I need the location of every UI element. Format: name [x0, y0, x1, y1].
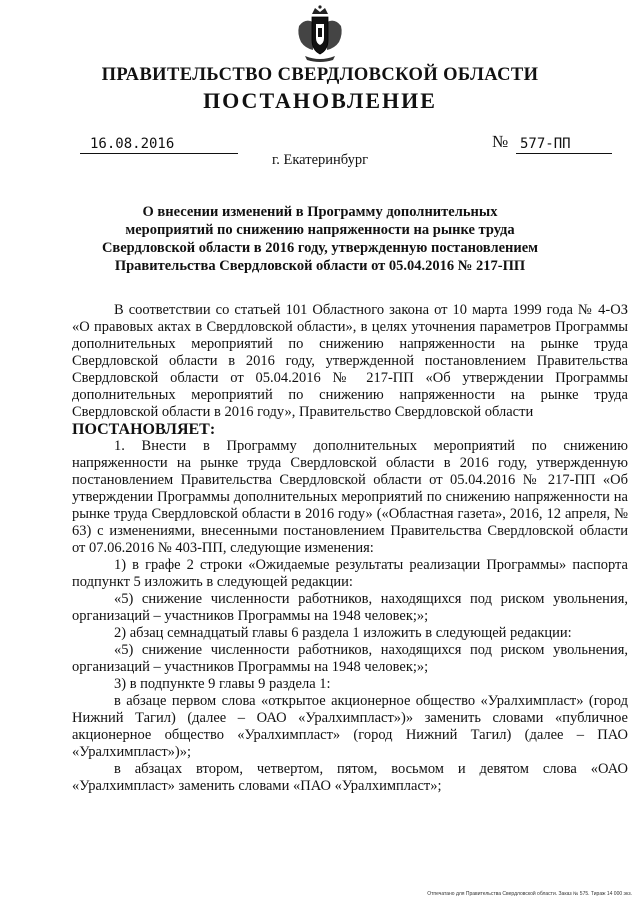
paragraph-6: 3) в подпункте 9 главы 9 раздела 1: — [114, 676, 331, 692]
city: г. Екатеринбург — [271, 152, 369, 168]
coat-of-arms-icon — [295, 4, 345, 64]
resolves-heading: ПОСТАНОВЛЯЕТ: — [72, 421, 216, 438]
document-type: ПОСТАНОВЛЕНИЕ — [203, 88, 437, 113]
paragraph-5: «5) снижение численности работников, находящихся под риском увольнения, организаций – участников Программы на 1948 человек;»; — [72, 642, 628, 675]
paragraph-1: 1. Внести в Программу дополнительных мероприятий по снижению напряженности на рынке труда Свердловской области в 2016 году, утвержденную постановлением Правительства Свердловской области от 05.04.2016 № 217-ПП «Об утверждении Программы дополнительных мероприятий по снижению напряженности на рынке труда Свердловской области в 2016 году» («Областная газета», 2016, 12 апреля, № 63) с изменениями, внесенными постановлением Правительства Свердловской области от 07.06.2016 № 403-ПП, следующие изменения: — [72, 438, 628, 556]
decree-date: 16.08.2016 — [80, 136, 238, 154]
paragraph-4: 2) абзац семнадцатый главы 6 раздела 1 изложить в следующей редакции: — [114, 625, 572, 641]
document-title: О внесении изменений в Программу дополнительных мероприятий по снижению напряженности на рынке труда Свердловской области в 2016 году, утвержденную постановлением Правительства Свердловской области от 05.04.2016 № 217-ПП — [101, 204, 539, 274]
intro-paragraph: В соответствии со статьей 101 Областного закона от 10 марта 1999 года № 4-ОЗ «О правовых актах в Свердловской области», в целях уточнения параметров Программы дополнительных мероприятий по снижению напряженности на рынке труда Свердловской области в 2016 году, утвержденной постановлением Правительства Свердловской области от 05.04.2016 № 217-ПП «Об утверждении Программы дополнительных мероприятий по снижению напряженности на рынке труда Свердловской области в 2016 году», Правительство Свердловской области — [72, 302, 628, 420]
paragraph-2: 1) в графе 2 строки «Ожидаемые результаты реализации Программы» паспорта подпункт 5 изложить в следующей редакции: — [72, 557, 628, 590]
paragraph-3: «5) снижение численности работников, находящихся под риском увольнения, организаций – участников Программы на 1948 человек;»; — [72, 591, 628, 624]
government-name: ПРАВИТЕЛЬСТВО СВЕРДЛОВСКОЙ ОБЛАСТИ — [101, 65, 539, 85]
document-body — [72, 302, 628, 795]
paragraph-8: в абзацах втором, четвертом, пятом, восьмом и девятом слова «ОАО «Уралхимпласт» заменить словами «ПАО «Уралхимпласт»; — [72, 761, 628, 794]
paragraph-7: в абзаце первом слова «открытое акционерное общество «Уралхимпласт» (город Нижний Тагил) (далее – ОАО «Уралхимпласт»)» заменить словами «публичное акционерное общество «Уралхимпласт» (город Нижний Тагил) (далее – ПАО «Уралхимпласт»)»; — [72, 693, 628, 760]
print-footer: Отпечатано для Правительства Свердловской области. Заказ № 575. Тираж 14 000 экз. — [427, 891, 632, 897]
number-label: № — [492, 132, 509, 151]
decree-number: 577-ПП — [516, 136, 612, 154]
